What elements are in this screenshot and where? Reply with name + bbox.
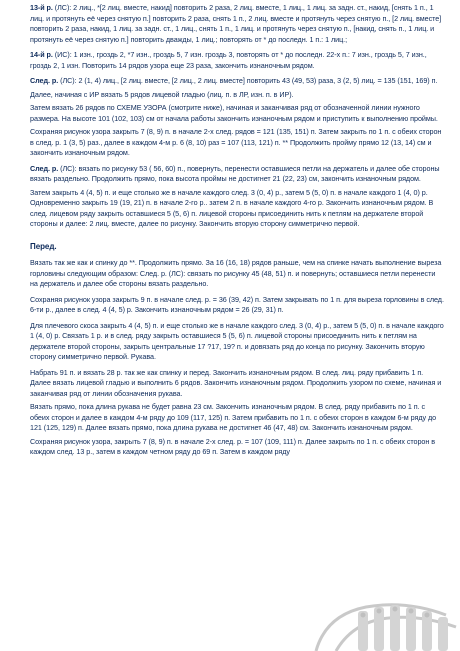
row-label: 14-й р. <box>30 50 53 59</box>
sleeve-start-paragraph: Набрать 91 п. и вязать 28 р. так же как спинку и перед. Закончить изнаночным рядом. В след. лиц. ряду прибавить 1 п. Далее вязать лицевой гладью и выполнить 6 рядов. Закончить изнаночным рядом. Продолжить узором по схеме, начиная и заканчивая ряд от линии обозначения рукава. <box>30 367 442 398</box>
sleeve-cap-paragraph: Сохраняя рисунок узора, закрыть 7 (8, 9) п. в начале 2-х след. р. = 107 (109, 111) п. Далее закрыть по 1 п. с обеих сторон в каждом след. 13 р., затем в каждом четном ряду до 69 п. Затем в каждом ряду <box>30 436 435 456</box>
row-label: 13-й р. <box>30 3 53 12</box>
row-label: След. р. <box>30 163 59 173</box>
sleeve-increase-paragraph: Вязать прямо, пока длина рукава не будет равна 23 см. Закончить изнаночным рядом. В след. ряду прибавить по 1 п. с обеих сторон и далее в каждом 4-м ряду до 109 (117, 125) п. Затем прибавить по 1 п. с обеих сторон в каждом 6-м ряду до 121 (125, 129) п. Далее вязать прямо, пока длина рукава не достигнет 46 (47, 48) см. Закончить изнаночным рядом. <box>30 402 437 432</box>
watermark-stamp <box>296 585 460 651</box>
chart-instructions-paragraph: Затем вязать 26 рядов по СХЕМЕ УЗОРА (смотрите ниже), начиная и заканчивая ряд от обозначенной линии нужного размера. На высоте 101 (102, 103) см от начала работы закончить изнаночным рядом и приступить к выполнению проймы. <box>30 103 438 123</box>
row-14-paragraph <box>30 50 444 71</box>
row-13-paragraph <box>30 3 444 45</box>
row-text: (ЛС): 2 лиц., *[2 лиц. вместе, накид] повторить 2 раза, 2 лиц. вместе, 1 лиц., 1 лиц. за задн. ст., накид, [снять 1 п., 1 лиц. и протянуть её через снятую п.] повторить 2 раза, снять 1 п., 2 лиц. вместе и протянуть через снятую п., [2 лиц. вместе] повторить 2 раза, накид, 1 лиц. за задн. ст., 1 лиц., снять 1 п., 1 лиц. и протянуть через снятую п., [накид, снять п., 1 лиц. и протянуть её через снятую п.] повторить дважды, 1 лиц.; повторять от * до последн. 1 п.: 1 лиц.; <box>30 3 442 44</box>
row-label: След. р. <box>30 76 59 85</box>
next-row-split-paragraph <box>30 164 444 185</box>
stockinette-paragraph: Далее, начиная с ИР вязать 5 рядов лицевой гладью (лиц. п. в ЛР, изн. п. в ИР). <box>30 89 294 99</box>
watermark-icon <box>296 585 460 651</box>
front-shoulder-paragraph: Для плечевого скоса закрыть 4 (4, 5) п. и еще столько же в начале каждого след. 3 (0, 4) р., затем 5 (5, 0) п. в начале каждого 1 (4, 0) р. Связать 1 р. и в след. ряду закрыть оставшиеся 5 (5, 6) п. лицевой стороны присоединить нить к петлям на держателе второй стороны, закрыть центральные 17 ?17, 19? п. и довязать ряд до конца по рисунку. Закончить вторую сторону симметрично первой. Рукава. <box>30 320 444 361</box>
row-text: (ИС): 1 изн., гроздь 2, *7 изн., гроздь 5, 7 изн. гроздь 3, повторять от * до последн. 22-х п.: 7 изн., гроздь 5, 7 изн., гроздь 2, 1 изн. Повторить 14 рядов узора еще 23 раза, закончить изнаночным рядом. <box>30 50 427 70</box>
row-text: (ЛС): 2 (1, 4) лиц., [2 лиц. вместе, [2 лиц., 2 лиц. вместе] повторить 43 (49, 53) раза, 3 (2, 5) лиц. = 135 (151, 169) п. <box>58 76 438 85</box>
shoulder-paragraph: Затем закрыть 4 (4, 5) п. и еще столько же в начале каждого след. 3 (0, 4) р., затем 5 (5, 0) п. в начале каждого 1 (4, 0) р. Одновременно закрыть 19 (19, 21) п. в начале 2-го р.. затем 2 п. в начале каждого 4-го р. Закончить изнаночным рядом. В след. лицевом ряду закрыть оставшиеся 5 (5, 6) п. лицевой стороны присоединить нить к петлям на держателе второй стороны и далее: 2 лиц. вместе, далее по рисунку. Закончить вторую сторону симметрично первой. <box>30 187 434 228</box>
front-neck-decrease-paragraph: Сохраняя рисунок узора закрыть 9 п. в начале след. р. = 36 (39, 42) п. Затем закрывать по 1 п. для выреза горловины в след. 6-ти р., далее в след. 4 (4, 5) р. Закончить изнаночным рядом = 26 (29, 31) п. <box>30 294 444 314</box>
front-neckline-paragraph: Вязать так же как и спинку до **. Продолжить прямо. За 16 (16, 18) рядов раньше, чем на спинке начать выполнение выреза горловины следующим образом: След. р. (ЛС): связать по рисунку 45 (48, 51) п. и повернуть; оставшиеся петли перенести на держатель и далее обе стороны вязать раздельно. <box>30 258 442 288</box>
next-row-paragraph <box>30 76 444 87</box>
pattern-text <box>30 3 444 461</box>
armhole-paragraph: Сохраняя рисунок узора закрыть 7 (8, 9) п. в начале 2-х след. рядов = 121 (135, 151) п. Затем закрыть по 1 п. с обеих сторон в след. р. 1 (3, 5) раз., далее в каждом 4-м р. 6 (8, 10) раз = 107 (113, 121) п. ** Продолжить пройму прямо 12 (13, 14) см и закончить изнаночным рядом. <box>30 127 442 157</box>
row-text: (ЛС): вязать по рисунку 53 ( 56, 60) п., повернуть, перенести оставшиеся петли на держатель и далее обе стороны вязать раздельно. Продолжить прямо, пока высота проймы не достигнет 21 (22, 23) см, закончить изнаночным рядом. <box>30 163 440 183</box>
section-heading-front: Перед. <box>30 241 57 251</box>
